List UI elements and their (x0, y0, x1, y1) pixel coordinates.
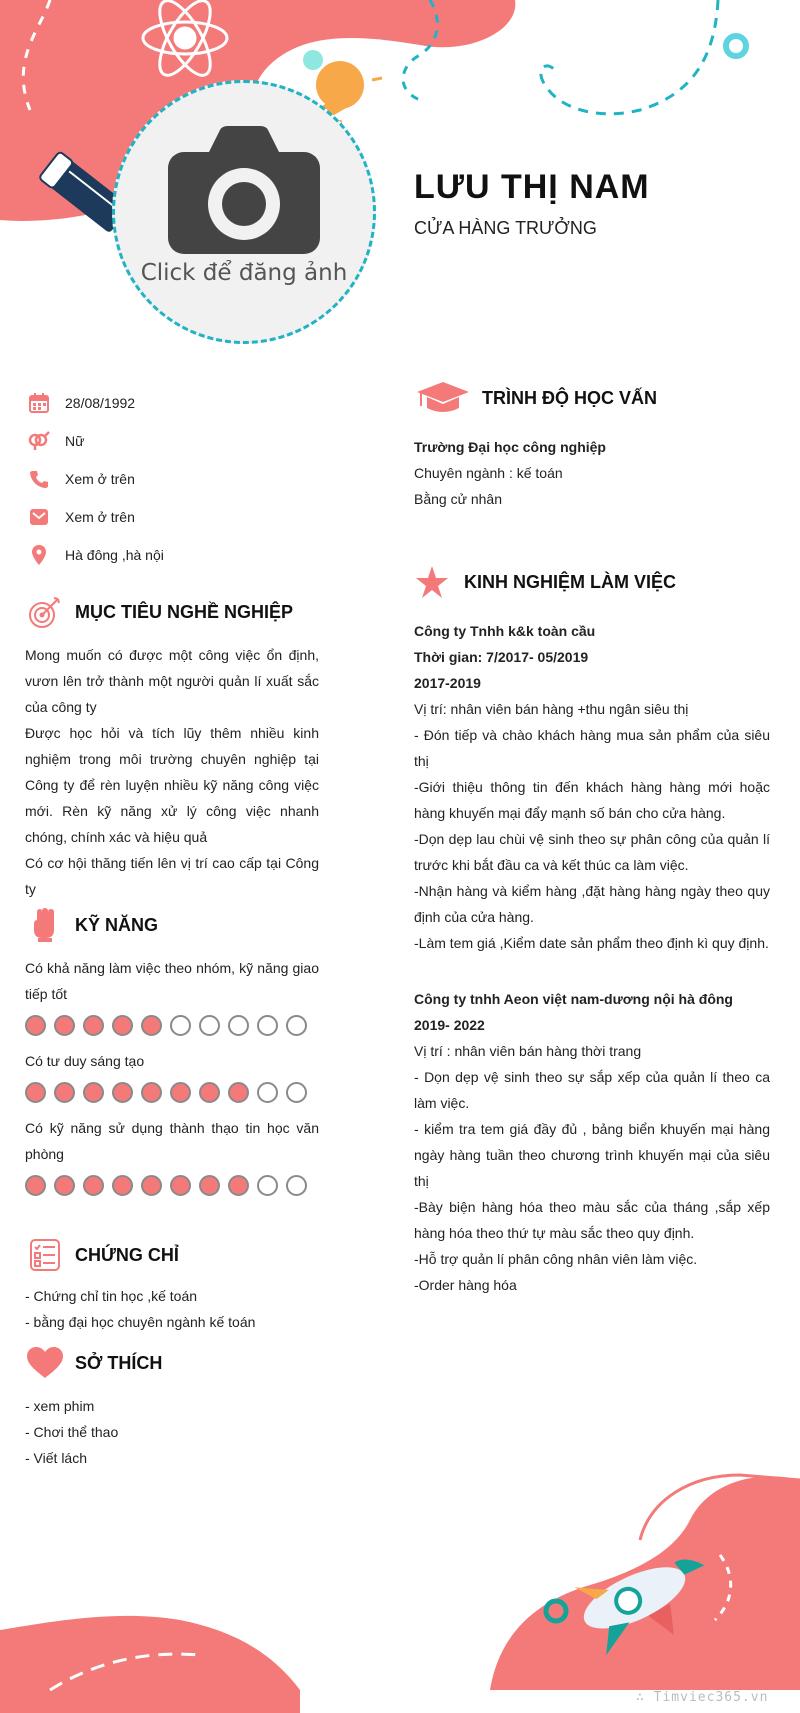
hobbies-title (25, 1343, 319, 1383)
skill-label: Có khả năng làm việc theo nhóm, kỹ năng giao tiếp tốt (25, 960, 319, 1002)
education-title-text: TRÌNH ĐỘ HỌC VẤN (482, 387, 657, 408)
rating-dot (170, 1175, 191, 1196)
rating-dot (170, 1015, 191, 1036)
objective-title-text: MỤC TIÊU NGHỀ NGHIỆP (75, 601, 294, 622)
objective-section (25, 592, 319, 902)
rating-dot (257, 1015, 278, 1036)
gender-icon (26, 428, 52, 454)
contact-phone (26, 460, 326, 498)
rating-dot (83, 1015, 104, 1036)
rating-dot (25, 1175, 46, 1196)
footer-watermark: ∴ Timviec365.vn (636, 1690, 769, 1705)
job-line: -Làm tem giá ,Kiểm date sản phẩm theo định kì quy định. (414, 935, 769, 951)
skill-rating (25, 1175, 319, 1196)
job-years: 2017-2019 (414, 675, 481, 691)
contact-email (26, 498, 326, 536)
skill-label: Có kỹ năng sử dụng thành thạo tin học văn phòng (25, 1120, 319, 1162)
rating-dot (286, 1082, 307, 1103)
star-icon (414, 562, 450, 602)
objective-paragraph: Mong muốn có được một công việc ổn định, vươn lên trở thành một người quản lí xuất sắc của công ty (25, 647, 319, 715)
experience-title (414, 562, 770, 602)
birthday-value: 28/08/1992 (65, 395, 136, 411)
hobby-item: - Viết lách (25, 1450, 87, 1466)
experience-title-text: KINH NGHIỆM LÀM VIỆC (464, 571, 677, 592)
rating-dot (54, 1175, 75, 1196)
objective-paragraph: Có cơ hội thăng tiến lên vị trí cao cấp tại Công ty (25, 855, 319, 897)
rating-dot (257, 1175, 278, 1196)
heart-icon (25, 1343, 65, 1383)
rating-dot (141, 1082, 162, 1103)
certificates-title-text: CHỨNG CHỈ (75, 1244, 179, 1265)
rating-dot (286, 1015, 307, 1036)
job-line: -Nhận hàng và kiểm hàng ,đặt hàng hàng ngày theo quy định của cửa hàng. (414, 883, 770, 925)
education-degree: Bằng cử nhân (414, 491, 502, 507)
job-time: Thời gian: 7/2017- 05/2019 (414, 649, 589, 665)
job-line: -Giới thiệu thông tin đến khách hàng hàng mới hoặc hàng khuyến mại đẩy mạnh số bán cho cửa hàng. (414, 779, 770, 821)
calendar-icon (26, 390, 52, 416)
job-entry (414, 618, 770, 956)
rating-dot (141, 1015, 162, 1036)
rating-dot (228, 1015, 249, 1036)
rating-dot (54, 1082, 75, 1103)
job-line: -Bày biện hàng hóa theo màu sắc của tháng ,sắp xếp hàng hóa theo thứ tự màu sắc theo quy định. (414, 1199, 770, 1241)
hobbies-title-text: SỞ THÍCH (75, 1352, 163, 1373)
education-section (414, 378, 770, 512)
education-major: Chuyên ngành : kế toán (414, 465, 563, 481)
phone-value: Xem ở trên (65, 471, 135, 487)
education-school: Trường Đại học công nghiệp (414, 439, 606, 455)
photo-upload-label: Click để đăng ảnh (140, 260, 348, 286)
certificate-item: - bằng đại học chuyên ngành kế toán (25, 1314, 256, 1330)
gender-value: Nữ (65, 433, 85, 449)
rating-dot (83, 1082, 104, 1103)
candidate-name: LƯU THỊ NAM (414, 168, 650, 206)
rating-dot (112, 1175, 133, 1196)
job-company: Công ty tnhh Aeon việt nam-dương nội hà đông (414, 991, 733, 1007)
rating-dot (199, 1015, 220, 1036)
contact-gender (26, 422, 326, 460)
rating-dot (199, 1082, 220, 1103)
graduation-cap-icon (414, 378, 472, 418)
skill-rating (25, 1015, 319, 1036)
rating-dot (257, 1082, 278, 1103)
contact-info (26, 384, 326, 574)
hobby-item: - Chơi thể thao (25, 1424, 119, 1440)
certificates-section (25, 1235, 319, 1335)
job-line: - Đón tiếp và chào khách hàng mua sản phẩm của siêu thị (414, 727, 770, 769)
contact-address (26, 536, 326, 574)
experience-section (414, 562, 770, 1298)
rating-dot (83, 1175, 104, 1196)
rating-dot (199, 1175, 220, 1196)
candidate-position: CỬA HÀNG TRƯỞNG (414, 218, 597, 238)
job-line: - Dọn dẹp vệ sinh theo sự sắp xếp của quản lí theo ca làm việc. (414, 1069, 770, 1111)
location-icon (26, 542, 52, 568)
rating-dot (228, 1082, 249, 1103)
rating-dot (112, 1082, 133, 1103)
rating-dot (141, 1175, 162, 1196)
objective-paragraph: Được học hỏi và tích lũy thêm nhiều kinh nghiệm trong môi trường chuyên nghiệp tại Công ty để rèn luyện nhiều kỹ năng công việc mới. Rèn kỹ năng xử lý công việc nhanh chóng, chính xác và hiệu quả (25, 725, 319, 845)
job-line: -Dọn dẹp lau chùi vệ sinh theo sự phân công của quản lí trước khi bắt đầu ca và kết thúc ca làm việc. (414, 831, 770, 873)
rating-dot (286, 1175, 307, 1196)
skills-section (25, 905, 319, 1208)
certificate-item: - Chứng chỉ tin học ,kế toán (25, 1288, 198, 1304)
rating-dot (228, 1175, 249, 1196)
rating-dot (25, 1015, 46, 1036)
address-value: Hà đông ,hà nội (65, 547, 164, 563)
job-line: -Hỗ trợ quản lí phân công nhân viên làm việc. (414, 1251, 698, 1267)
job-years: 2019- 2022 (414, 1017, 485, 1033)
rating-dot (25, 1082, 46, 1103)
skills-title-text: KỸ NĂNG (75, 914, 159, 935)
job-line: -Order hàng hóa (414, 1277, 517, 1293)
skill-label: Có tư duy sáng tạo (25, 1053, 145, 1069)
job-line: Vị trí: nhân viên bán hàng +thu ngân siêu thị (414, 701, 689, 717)
email-icon (26, 504, 52, 530)
job-entry (414, 986, 770, 1298)
certificates-title (25, 1235, 319, 1275)
rating-dot (112, 1015, 133, 1036)
checklist-icon (25, 1235, 65, 1275)
target-icon (25, 592, 65, 632)
camera-icon (168, 126, 320, 254)
photo-upload[interactable] (112, 80, 376, 344)
job-company: Công ty Tnhh k&k toàn cầu (414, 623, 596, 639)
hobbies-section (25, 1343, 319, 1471)
job-line: - kiểm tra tem giá đầy đủ , bảng biển khuyến mại hàng ngày hàng tuần theo chương trình khuyến mại của siêu thị (414, 1121, 770, 1189)
email-value: Xem ở trên (65, 509, 135, 525)
skills-title (25, 905, 319, 945)
phone-icon (26, 466, 52, 492)
education-title (414, 378, 770, 418)
skill-rating (25, 1082, 319, 1103)
job-line: Vị trí : nhân viên bán hàng thời trang (414, 1043, 642, 1059)
hobby-item: - xem phim (25, 1398, 95, 1414)
contact-birthday (26, 384, 326, 422)
rating-dot (54, 1015, 75, 1036)
hand-icon (25, 905, 65, 945)
rating-dot (170, 1082, 191, 1103)
objective-title (25, 592, 319, 632)
